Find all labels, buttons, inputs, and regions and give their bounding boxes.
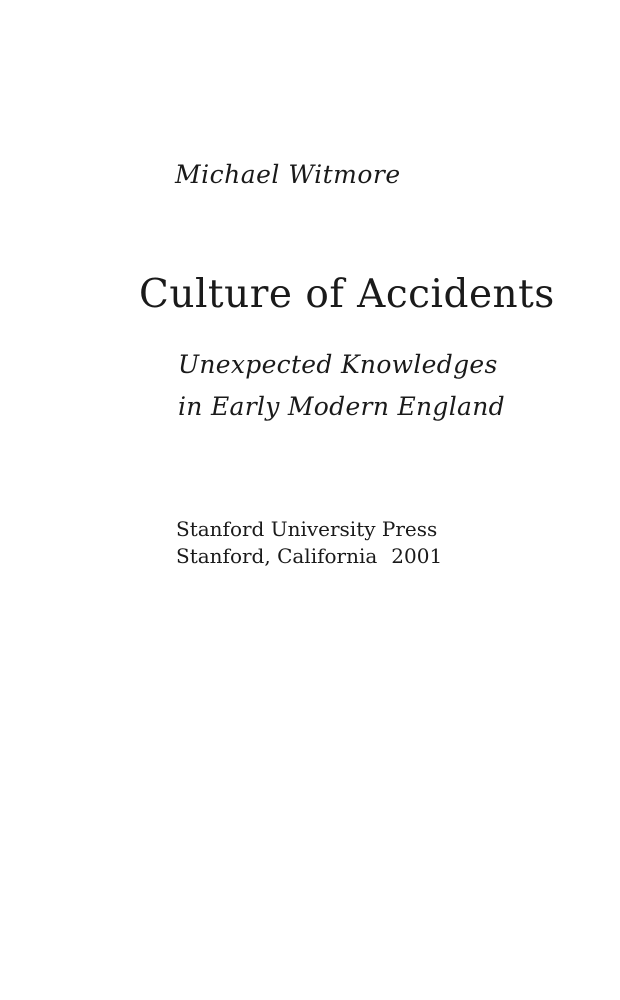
book-subtitle: [178, 344, 505, 428]
subtitle-line-2: in Early Modern England: [178, 392, 505, 421]
publisher-name: Stanford University Press: [176, 517, 438, 541]
publication-year: 2001: [391, 544, 443, 568]
imprint-block: [176, 516, 442, 570]
publisher-line: [176, 543, 442, 570]
author-name: Michael Witmore: [175, 160, 401, 189]
subtitle-line-1: Unexpected Knowledges: [178, 350, 498, 379]
book-title: Culture of Accidents: [139, 272, 555, 317]
publisher-location: Stanford, California: [176, 544, 378, 568]
